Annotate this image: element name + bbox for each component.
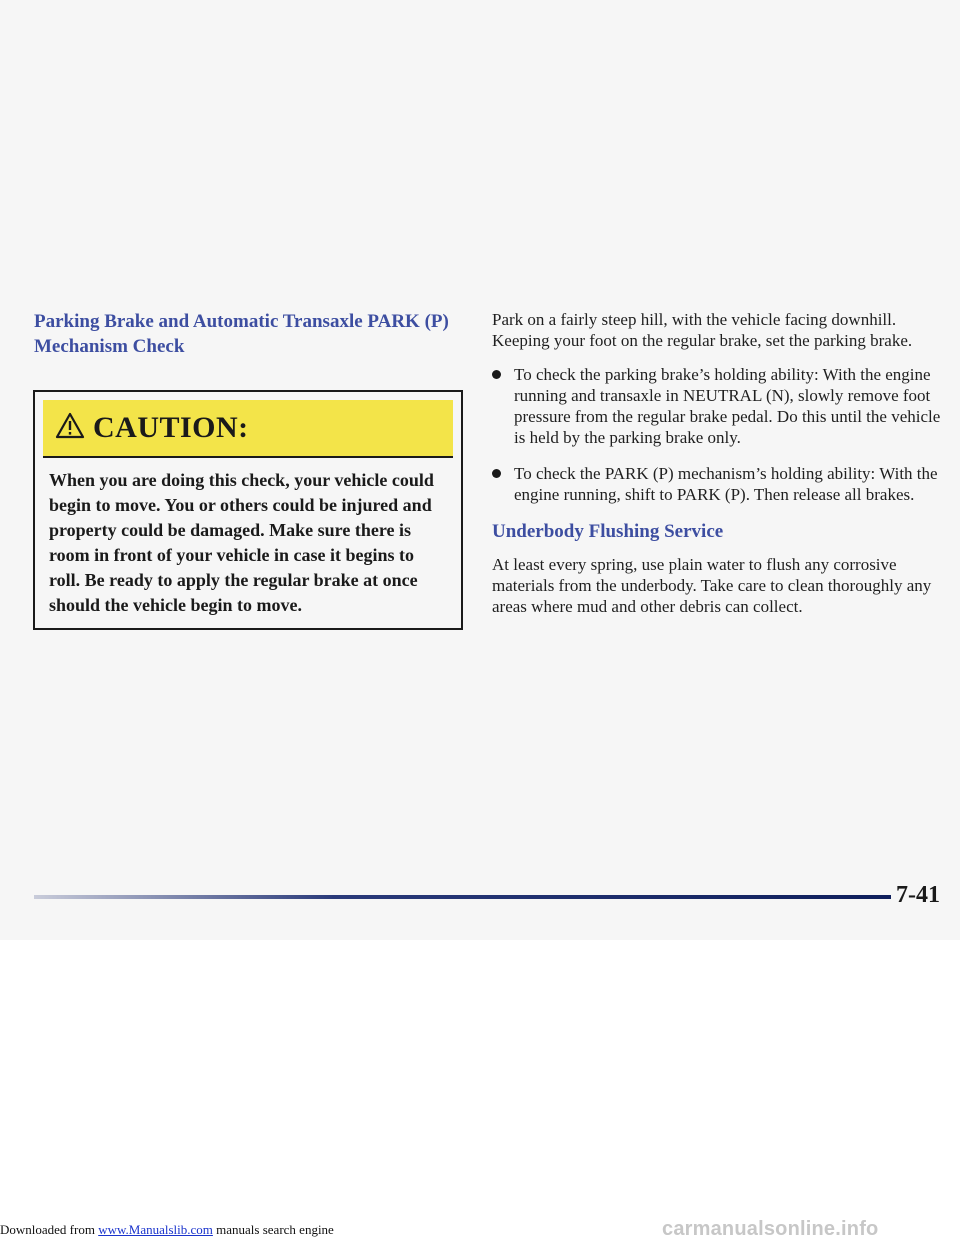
caution-text: When you are doing this check, your vehicle could begin to move. You or others could be injured and property could be damaged. Make sure there is room in front of your vehicle in case it begins to roll. Be ready to apply the regular brake at once should the vehicle begin to move. (49, 470, 434, 615)
section-title: Parking Brake and Automatic Transaxle PARK (P) Mechanism Check (34, 311, 449, 357)
intro-paragraph: Park on a fairly steep hill, with the vehicle facing downhill. Keeping your foot on the regular brake, set the parking brake. (492, 310, 913, 350)
bullet-dot-icon (492, 370, 501, 379)
body-paragraph: At least every spring, use plain water to flush any corrosive materials from the underbody. Take care to clean thoroughly any areas where mud and other debris can collect. (492, 555, 932, 616)
list-item-text: To check the PARK (P) mechanism’s holding ability: With the engine running, shift to PARK (P). Then release all brakes. (514, 464, 938, 504)
caution-title: CAUTION: (93, 411, 249, 444)
check-list (492, 364, 942, 505)
warning-triangle-icon (55, 412, 85, 444)
subheading: Underbody Flushing Service (492, 521, 724, 542)
list-item (492, 364, 942, 448)
page-number: 7-41 (896, 882, 940, 908)
list-item (492, 463, 942, 505)
download-prefix: Downloaded from (0, 1222, 99, 1237)
download-suffix: manuals search engine (212, 1222, 334, 1237)
download-notice (0, 1222, 334, 1238)
caution-header (43, 400, 453, 458)
list-item-text: To check the parking brake’s holding ability: With the engine running and transaxle in NEUTRAL (N), slowly remove foot pressure from the regular brake pedal. Do this until the vehicle is held by the parking brake only. (514, 365, 941, 447)
manualslib-link[interactable]: www.Manualslib.com (98, 1222, 213, 1237)
bullet-dot-icon (492, 469, 501, 478)
watermark: carmanualsonline.info (662, 1218, 879, 1240)
footer-rule (34, 895, 891, 899)
right-column (492, 309, 942, 617)
caution-box (33, 390, 463, 630)
